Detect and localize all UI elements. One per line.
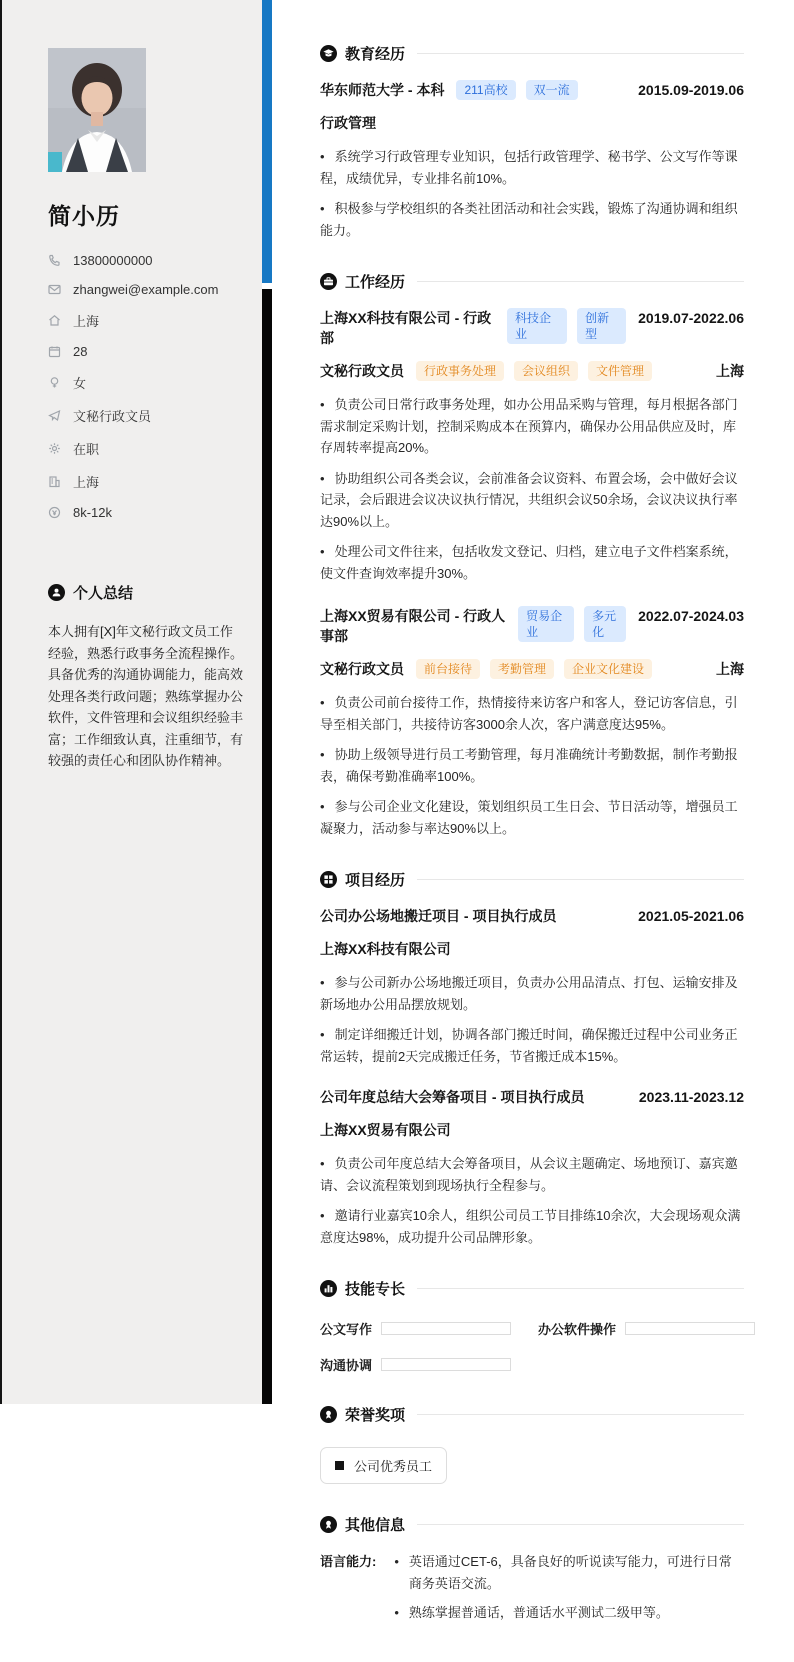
bullet-item: • 系统学习行政管理专业知识，包括行政管理学、秘书学、公文写作等课程，成绩优异，专业排名前10%。	[320, 146, 744, 189]
other-info-section	[320, 1514, 744, 1632]
accent-bar-blue	[262, 0, 272, 283]
bullet-item	[388, 1602, 744, 1624]
projects-header	[320, 869, 744, 890]
company-row	[320, 606, 744, 646]
award-icon	[320, 1516, 337, 1533]
bullet-item: • 协助组织公司各类会议，会前准备会议资料、布置会场，会中做好会议记录，会后跟进会议决议执行情况，共组织会议50余场，会议决议执行率达90%以上。	[320, 468, 744, 533]
company-tag: 多元化	[584, 606, 626, 642]
position-tag: 会议组织	[514, 361, 578, 381]
project-row	[320, 906, 744, 926]
position-tag: 文件管理	[588, 361, 652, 381]
company-row	[320, 308, 744, 348]
contact-salary-value: 8k-12k	[73, 505, 113, 520]
salary-icon	[48, 506, 62, 520]
project-entry-1	[320, 906, 744, 1067]
education-entry-row	[320, 80, 744, 100]
school-tag: 双一流	[526, 80, 578, 100]
work-entry-1	[320, 308, 744, 584]
candidate-name: 简小历	[48, 203, 120, 229]
skill-item	[320, 1319, 538, 1338]
position-tag: 行政事务处理	[416, 361, 504, 381]
work-date: 2022.07-2024.03	[638, 608, 744, 624]
age-icon	[48, 345, 62, 359]
position-row	[320, 361, 744, 381]
section-divider	[417, 1524, 744, 1525]
bullet-item: • 邀请行业嘉宾10余人，组织公司员工节目排练10余次，大会现场观众满意度达98%，成功提升公司品牌形象。	[320, 1205, 744, 1248]
gender-icon	[48, 376, 62, 390]
skill-bar-track	[381, 1358, 511, 1371]
skill-item	[320, 1355, 538, 1374]
work-section	[320, 271, 744, 839]
position-tags	[416, 361, 652, 381]
position-tag: 前台接待	[416, 659, 480, 679]
project-company: 上海XX科技有限公司	[320, 941, 451, 957]
education-header	[320, 43, 744, 64]
project-company-row	[320, 939, 744, 959]
project-date: 2023.11-2023.12	[638, 1089, 744, 1105]
section-divider	[417, 1414, 744, 1415]
contact-email	[48, 282, 244, 297]
project-bullets	[320, 1153, 744, 1248]
education-date: 2015.09-2019.06	[638, 82, 744, 98]
company-tags	[507, 308, 626, 344]
school-name: 华东师范大学 - 本科	[320, 82, 445, 98]
contact-age	[48, 344, 244, 359]
skill-name: 沟通协调	[320, 1358, 373, 1373]
work-bullets	[320, 692, 744, 839]
work-bullets	[320, 394, 744, 584]
summary-title: 个人总结	[73, 585, 134, 602]
projects-title: 项目经历	[345, 872, 406, 889]
school-tag: 211高校	[456, 80, 515, 100]
contact-job-title-value: 文秘行政文员	[73, 409, 152, 424]
company-name: 上海XX科技有限公司 - 行政部	[320, 310, 492, 346]
skills-grid	[320, 1319, 744, 1374]
person-icon	[48, 584, 65, 601]
bullet-item: • 参与公司企业文化建设，策划组织员工生日会、节日活动等，增强员工凝聚力，活动参与率达90%以上。	[320, 796, 744, 839]
position-row	[320, 659, 744, 679]
personal-summary-section	[48, 582, 244, 772]
contact-salary	[48, 505, 244, 520]
contact-age-value: 28	[73, 344, 88, 359]
company-name: 上海XX贸易有限公司 - 行政人事部	[320, 608, 506, 644]
language-ability-row	[320, 1551, 744, 1632]
project-company: 上海XX贸易有限公司	[320, 1122, 451, 1138]
contact-phone	[48, 253, 244, 268]
education-title: 教育经历	[345, 46, 406, 63]
project-bullets	[320, 972, 744, 1067]
summary-header	[48, 582, 244, 603]
language-bullets	[388, 1551, 744, 1632]
profile-photo	[48, 48, 146, 172]
section-divider	[417, 879, 744, 880]
skill-name: 办公软件操作	[538, 1322, 617, 1337]
work-entry-2	[320, 606, 744, 839]
skills-header	[320, 1278, 744, 1299]
work-date: 2019.07-2022.06	[638, 310, 744, 326]
sidebar	[2, 0, 262, 1404]
contact-status-value: 在职	[73, 442, 100, 457]
grid-icon	[320, 871, 337, 888]
contact-phone-value: 13800000000	[73, 253, 153, 268]
graduation-cap-icon	[320, 45, 337, 62]
position-tag: 考勤管理	[490, 659, 554, 679]
project-company-row	[320, 1120, 744, 1140]
honor-badge-label: 公司优秀员工	[354, 1459, 433, 1474]
home-icon	[48, 314, 62, 328]
education-section	[320, 43, 744, 241]
briefcase-icon	[320, 273, 337, 290]
work-location: 上海	[716, 363, 744, 379]
position-tag: 企业文化建设	[564, 659, 652, 679]
work-title: 工作经历	[345, 274, 406, 291]
skill-bar-track	[381, 1322, 511, 1335]
email-icon	[48, 283, 62, 297]
bullet-item: • 制定详细搬迁计划，协调各部门搬迁时间，确保搬迁过程中公司业务正常运转，提前2天完成搬迁任务，节省搬迁成本15%。	[320, 1024, 744, 1067]
contact-status	[48, 439, 244, 458]
position-name: 文秘行政文员	[320, 661, 404, 677]
projects-section	[320, 869, 744, 1248]
city-icon	[48, 475, 62, 489]
bullet-text: • 熟练掌握普通话，普通话水平测试二级甲等。	[408, 1605, 669, 1620]
contact-gender	[48, 373, 244, 392]
medal-icon	[320, 1406, 337, 1423]
project-date: 2021.05-2021.06	[638, 908, 744, 924]
company-tags	[518, 606, 626, 642]
bullet-item: • 积极参与学校组织的各类社团活动和社会实践，锻炼了沟通协调和组织能力。	[320, 198, 744, 241]
badge-square-icon	[335, 1461, 344, 1470]
company-tag: 创新型	[577, 308, 626, 344]
status-icon	[48, 442, 62, 456]
language-label: 语言能力:	[320, 1554, 377, 1569]
contact-job-title	[48, 406, 244, 425]
major-row	[320, 113, 744, 133]
main-content	[320, 0, 744, 1662]
company-tag: 科技企业	[507, 308, 567, 344]
contact-gender-value: 女	[73, 376, 87, 391]
work-header	[320, 271, 744, 292]
bullet-item: • 参与公司新办公场地搬迁项目，负责办公用品清点、打包、运输安排及新场地办公用品摆放规划。	[320, 972, 744, 1015]
other-info-header	[320, 1514, 744, 1535]
bar-chart-icon	[320, 1280, 337, 1297]
other-info-title: 其他信息	[345, 1517, 406, 1534]
section-divider	[417, 1288, 744, 1289]
section-divider	[417, 53, 744, 54]
project-name: 公司年度总结大会筹备项目 - 项目执行成员	[320, 1089, 585, 1105]
honors-section	[320, 1404, 744, 1484]
phone-icon	[48, 254, 62, 268]
position-tags	[416, 659, 652, 679]
skills-section	[320, 1278, 744, 1374]
company-tag: 贸易企业	[518, 606, 574, 642]
school-tags	[456, 80, 577, 100]
honors-title: 荣誉奖项	[345, 1407, 406, 1424]
major-name: 行政管理	[320, 115, 376, 131]
project-name: 公司办公场地搬迁项目 - 项目执行成员	[320, 908, 557, 924]
contact-location-value: 上海	[73, 314, 100, 329]
contact-city	[48, 472, 244, 491]
work-location: 上海	[716, 661, 744, 677]
job-title-icon	[48, 409, 62, 423]
project-entry-2	[320, 1087, 744, 1248]
contact-city-value: 上海	[73, 475, 100, 490]
bullet-item: • 负责公司年度总结大会筹备项目，从会议主题确定、场地预订、嘉宾邀请、会议流程策划到现场执行全程参与。	[320, 1153, 744, 1196]
contact-email-value: zhangwei@example.com	[73, 282, 219, 297]
skill-bar-track	[625, 1322, 755, 1335]
skill-name: 公文写作	[320, 1322, 373, 1337]
bullet-item: • 处理公司文件往来，包括收发文登记、归档，建立电子文件档案系统，使文件查询效率提升30%。	[320, 541, 744, 584]
skill-item	[538, 1319, 755, 1338]
bullet-item: • 负责公司前台接待工作，热情接待来访客户和客人，登记访客信息，引导至相关部门，共接待访客3000余人次，客户满意度达95%。	[320, 692, 744, 735]
contact-list	[48, 253, 244, 520]
bullet-text: • 英语通过CET-6，具备良好的听说读写能力，可进行日常商务英语交流。	[408, 1554, 732, 1591]
honors-header	[320, 1404, 744, 1425]
bullet-item: • 负责公司日常行政事务处理，如办公用品采购与管理，每月根据各部门需求制定采购计划，控制采购成本在预算内，确保办公用品供应及时，库存周转率提高20%。	[320, 394, 744, 459]
honor-badge	[320, 1447, 447, 1484]
accent-bar-black	[262, 289, 272, 1404]
project-row	[320, 1087, 744, 1107]
summary-text: 本人拥有[X]年文秘行政文员工作经验，熟悉行政事务全流程操作。具备优秀的沟通协调能力，能高效处理各类行政问题；熟练掌握办公软件，文件管理和会议组织经验丰富；工作细致认真，注重细节，有较强的责任心和团队协作精神。	[48, 624, 244, 768]
position-name: 文秘行政文员	[320, 363, 404, 379]
education-bullets	[320, 146, 744, 241]
bullet-item	[388, 1551, 744, 1594]
section-divider	[417, 281, 744, 282]
skills-title: 技能专长	[345, 1281, 406, 1298]
contact-location	[48, 311, 244, 330]
bullet-item: • 协助上级领导进行员工考勤管理，每月准确统计考勤数据，制作考勤报表，确保考勤准确率100%。	[320, 744, 744, 787]
